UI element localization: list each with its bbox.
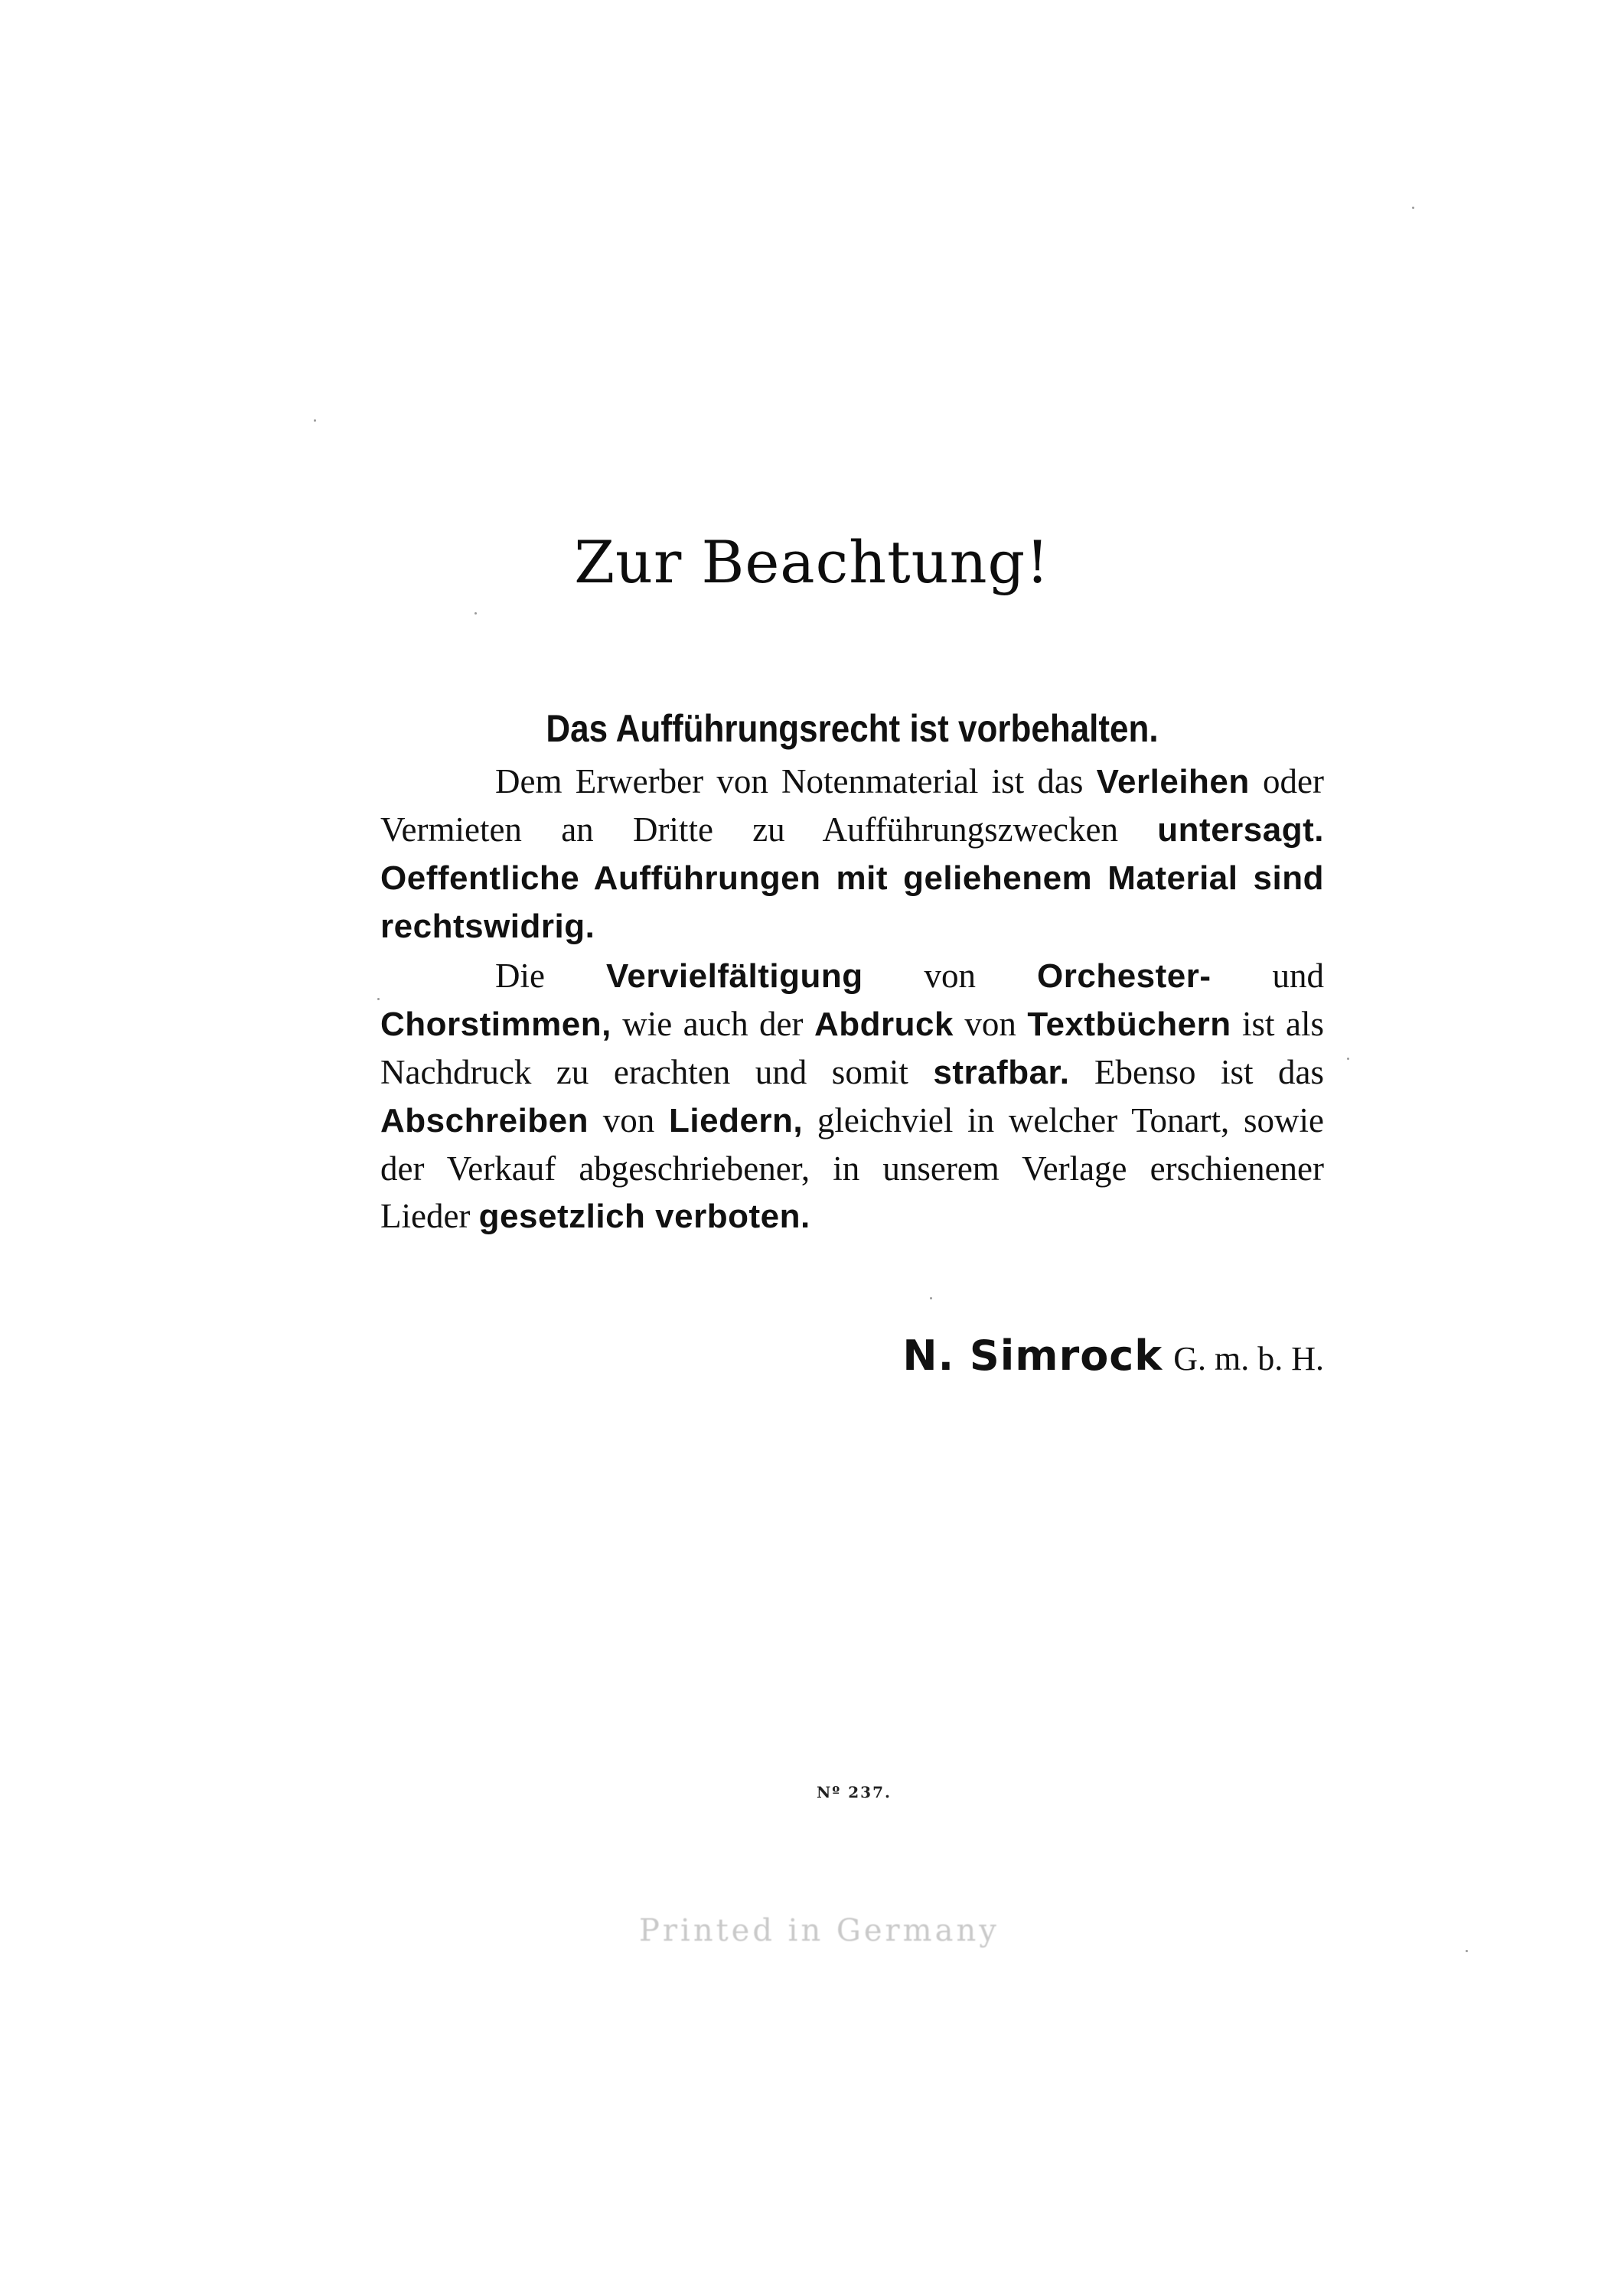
p2-bold-6: strafbar.	[933, 1054, 1070, 1091]
p2-bold-7: Abschreiben	[380, 1102, 589, 1139]
printed-in-stamp: Printed in Germany	[639, 1913, 1000, 1948]
publisher-signature	[902, 1332, 1324, 1380]
publisher-suffix: G. m. b. H.	[1173, 1340, 1324, 1377]
p2-text-6: ist als Nachdruck zu erachten und somit	[380, 1005, 1324, 1091]
p2-bold-1: Vervielfältigung	[605, 957, 863, 995]
p2-bold-9: gesetzlich verboten.	[478, 1198, 810, 1235]
p2-bold-5: Textbüchern	[1027, 1006, 1231, 1043]
p2-text-7: Ebenso ist das	[1069, 1053, 1324, 1091]
publisher-name: N. Simrock	[902, 1332, 1163, 1380]
p2-text-5: von	[953, 1005, 1028, 1043]
p2-bold-8: Liedern,	[669, 1102, 804, 1139]
scan-speck	[1412, 207, 1414, 209]
page-title: Zur Beachtung!	[574, 528, 1050, 596]
p2-text-2: von	[863, 957, 1037, 995]
scan-speck	[377, 998, 380, 1000]
p2-text-8: von	[589, 1101, 670, 1139]
scan-speck	[1466, 1950, 1468, 1952]
paragraph-lending	[380, 758, 1324, 950]
p2-text-1: Die	[495, 957, 606, 995]
p1-text-2: oder Vermieten an Dritte zu Aufführungszwecken	[380, 762, 1324, 849]
p1-text-1: Dem Erwerber von Notenmaterial ist das	[495, 762, 1097, 800]
paragraph-reproduction	[380, 952, 1324, 1240]
p2-bold-2: Orchester-	[1037, 957, 1211, 995]
notice-subheading: Das Aufführungsrecht ist vorbehalten.	[546, 707, 1159, 750]
p2-text-4: wie auch der	[611, 1005, 814, 1043]
scan-speck	[1347, 1058, 1349, 1060]
scan-speck	[314, 419, 316, 422]
p2-text-9: gleichviel in welcher Tonart, sowie der Verkauf abgeschriebener, in unserem Verlage erschienener Lieder	[380, 1101, 1324, 1235]
copyright-notice	[380, 704, 1324, 1240]
p1-bold-2: untersagt. Oeffentliche Aufführungen mit geliehenem Material sind rechtswidrig.	[380, 811, 1324, 945]
p2-bold-4: Abdruck	[814, 1006, 954, 1043]
p2-bold-3: Chorstimmen,	[380, 1006, 611, 1043]
p2-text-3: und	[1211, 957, 1325, 995]
p1-bold-1: Verleihen	[1096, 763, 1250, 800]
scan-speck	[474, 612, 477, 615]
scan-speck	[930, 1297, 932, 1299]
plate-number: Nº 237.	[817, 1783, 892, 1801]
